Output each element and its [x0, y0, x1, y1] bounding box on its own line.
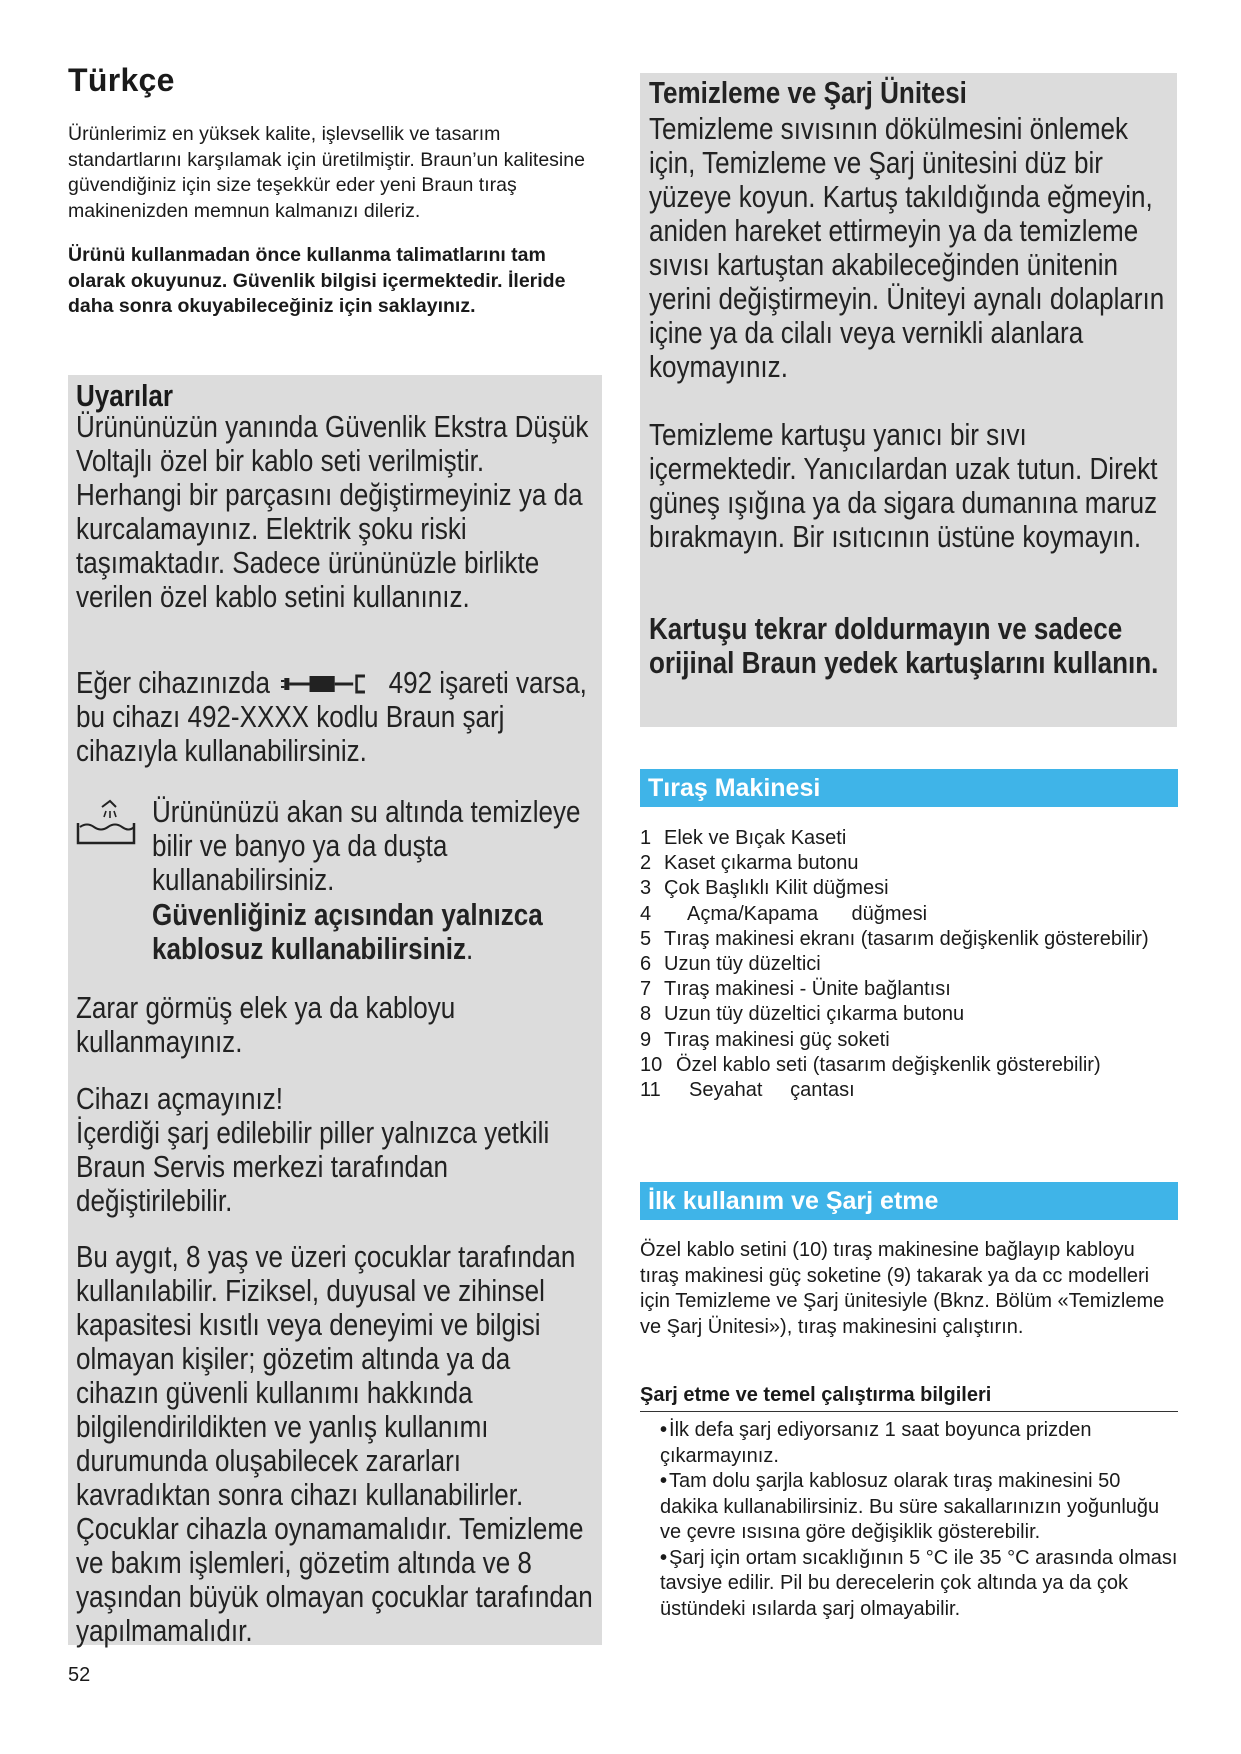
warnings-p2: Eğer cihazınızda 492 işareti varsa, bu cihazı 492-XXXX kodlu Braun şarj cihazıyla kullanabilirsiniz. — [76, 665, 587, 768]
parts-list — [640, 826, 1180, 1103]
cleaning-p1: Temizleme sıvısının dökülmesini önlemek için, Temizleme ve Şarj ünitesini düz bir yüzeye koyun. Kartuş takıldığında eğmeyin, aniden hareket ettirmeyin ya da temizleme sıvısı kartuştan akabileceğinden ünitenin yerini değiştirmeyin. Üniteyi aynalı dolapların içine ya da cilalı veya vernikli alanlara koymayınız. — [649, 111, 1165, 384]
first-use-paragraph: Özel kablo setini (10) tıraş makinesine bağlayıp kabloyu tıraş makinesi güç soketine (9) takarak ya da cc modelleri için Temizleme ve Şarj ünitesiyle (Bknz. Bölüm «Temizleme ve Şarj Ünitesi»), tıraş makinesini çalıştırın. — [640, 1239, 1165, 1338]
warnings-p5a: Cihazı açmayınız! — [76, 1081, 283, 1116]
cleaning-p2: Temizleme kartuşu yanıcı bir sıvı içermektedir. Yanıcılardan uzak tutun. Direkt güneş ışığına ya da sigara dumanına maruz bırakmayın. Bir ısıtıcının üstüne koymayın. — [649, 417, 1158, 554]
list-item: 1 Elek ve Bıçak Kaseti — [640, 827, 847, 849]
charging-subheading: Şarj etme ve temel çalıştırma bilgileri — [640, 1382, 1178, 1412]
list-item: 8 Uzun tüy düzeltici çıkarma butonu — [640, 1003, 965, 1026]
warnings-p3-bold: Güvenliğiniz açısından yalnızca kablosuz kullanabilirsiniz. — [152, 897, 543, 966]
list-item: 7 Tıraş makinesi - Ünite bağlantısı — [640, 978, 951, 1001]
list-item: 3 Çok Başlıklı Kilit düğmesi — [640, 877, 889, 900]
list-item: • İlk defa şarj ediyorsanız 1 saat boyunca prizden çıkarmayınız. — [660, 1419, 1092, 1467]
charger-plug-icon — [281, 672, 378, 696]
list-item: 11 Seyahat çantası — [640, 1079, 855, 1102]
bath-shower-icon — [76, 797, 138, 849]
shaver-section-header: Tıraş Makinesi — [640, 769, 1178, 807]
list-item: 5 Tıraş makinesi ekranı (tasarım değişkenlik gösterebilir) — [640, 927, 1149, 950]
cleaning-title: Temizleme ve Şarj Ünitesi — [649, 75, 967, 110]
list-item: 4 Açma/Kapama düğmesi — [640, 902, 928, 925]
warnings-p6: Bu aygıt, 8 yaş ve üzeri çocuklar tarafından kullanılabilir. Fiziksel, duyusal ve zihinsel kapasitesi kısıtlı veya deneyimi ve bilgisi olmayan kişiler; gözetim altında ya da cihazın güvenli kullanımı hakkında bilgilendirildikten ve yanlış kullanımı durumunda oluşabilecek zararları kavradıktan sonra cihazı kullanabilirler. Çocuklar cihazla oynamamalıdır. Temizleme ve bakım işlemleri, gözetim altında ve 8 yaşından büyük olmayan çocuklar tarafından yapılmamalıdır. — [76, 1239, 593, 1648]
warnings-p3: Ürününüzü akan su altında temizleye bilir ve banyo ya da duşta kullanabilirsiniz. — [152, 794, 581, 897]
warnings-title: Uyarılar — [76, 378, 173, 413]
list-item: 2 Kaset çıkarma butonu — [640, 852, 859, 875]
warnings-p5b: İçerdiği şarj edilebilir piller yalnızca yetkili Braun Servis merkezi tarafından değiştirilebilir. — [76, 1115, 550, 1218]
charging-bullets — [660, 1418, 1180, 1622]
warnings-p4: Zarar görmüş elek ya da kabloyu kullanmayınız. — [76, 990, 456, 1059]
list-item: • Tam dolu şarjla kablosuz olarak tıraş makinesini 50 dakika kullanabilirsiniz. Bu süre sakallarınızın yoğunluğu ve çevre ısısına göre değişiklik gösterebilir. — [660, 1470, 1160, 1543]
page-number: 52 — [68, 1664, 91, 1686]
list-item: 6 Uzun tüy düzeltici — [640, 953, 821, 976]
list-item: 10 Özel kablo seti (tasarım değişkenlik gösterebilir) — [640, 1053, 1101, 1076]
page-title: Türkçe — [68, 62, 175, 98]
warnings-p1: Ürününüzün yanında Güvenlik Ekstra Düşük Voltajlı özel bir kablo seti verilmiştir. Herhangi bir parçasını değiştirmeyiniz ya da kurcalamayınız. Elektrik şoku riski taşımaktadır. Sadece ürününüzle birlikte verilen özel kablo setini kullanınız. — [76, 409, 589, 614]
intro-bold-paragraph: Ürünü kullanmadan önce kullanma talimatlarını tam olarak okuyunuz. Güvenlik bilgisi içermektedir. İleride daha sonra okuyabileceğiniz için saklayınız. — [68, 244, 566, 317]
first-use-section-header: İlk kullanım ve Şarj etme — [640, 1182, 1178, 1220]
list-item: 9 Tıraş makinesi güç soketi — [640, 1028, 890, 1051]
intro-paragraph: Ürünlerimiz en yüksek kalite, işlevsellik ve tasarım standartlarını karşılamak için üretilmiştir. Braun’un kalitesine güvendiğiniz için size teşekkür eder yeni Braun tıraş makinenizden memnun kalmanızı dileriz. — [68, 123, 585, 222]
list-item: • Şarj için ortam sıcaklığının 5 °C ile 35 °C arasında olması tavsiye edilir. Pil bu derecelerin çok altında ya da çok üstündeki ısılarda şarj olmayabilir. — [660, 1546, 1178, 1620]
cleaning-p3: Kartuşu tekrar doldurmayın ve sadece orijinal Braun yedek kartuşlarını kullanın. — [649, 611, 1159, 680]
